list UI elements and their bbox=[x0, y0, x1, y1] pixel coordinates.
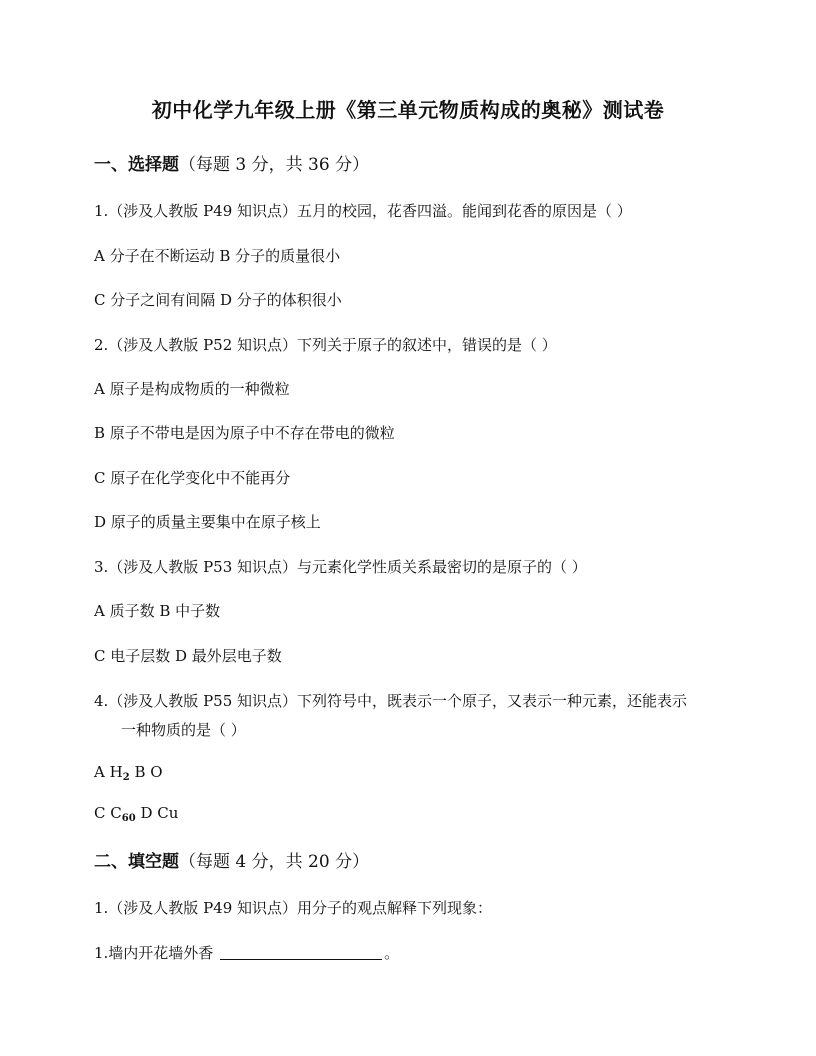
fill-question-1-stem: 1.（涉及人教版 P49 知识点）用分子的观点解释下列现象： bbox=[94, 899, 493, 917]
question-2-option-d: D 原子的质量主要集中在原子核上 bbox=[94, 513, 321, 531]
question-4-options-row-1 bbox=[94, 763, 163, 783]
question-1-options-row-2: C 分子之间有间隔 D 分子的体积很小 bbox=[94, 291, 342, 309]
answer-blank[interactable] bbox=[220, 945, 382, 960]
option-c-subscript: 60 bbox=[121, 813, 136, 824]
section-score-note: （每题 3 分，共 36 分） bbox=[179, 155, 370, 175]
question-4-stem-line-2: 一种物质的是（ ） bbox=[121, 721, 246, 739]
question-1-options-row-1: A 分子在不断运动 B 分子的质量很小 bbox=[94, 247, 341, 265]
section-heading-choice bbox=[94, 150, 369, 175]
fill-question-1-item-1 bbox=[94, 942, 399, 963]
question-3-stem: 3.（涉及人教版 P53 知识点）与元素化学性质关系最密切的是原子的（ ） bbox=[94, 558, 587, 576]
question-2-option-b: B 原子不带电是因为原子中不存在带电的微粒 bbox=[94, 424, 395, 442]
question-4-stem-line-1: 4.（涉及人教版 P55 知识点）下列符号中，既表示一个原子，又表示一种元素，还能表示 bbox=[94, 692, 688, 710]
question-3-options-row-2: C 电子层数 D 最外层电子数 bbox=[94, 647, 282, 665]
option-b-symbol: B O bbox=[134, 763, 163, 781]
section-heading-fill bbox=[94, 847, 369, 872]
question-1-stem: 1.（涉及人教版 P49 知识点）五月的校园，花香四溢。能闻到花香的原因是（ ） bbox=[94, 202, 632, 220]
option-c-symbol: C C bbox=[94, 804, 122, 822]
fill-item-end: 。 bbox=[384, 944, 400, 962]
section-heading-text: 一、选择题 bbox=[94, 155, 179, 175]
question-2-option-a: A 原子是构成物质的一种微粒 bbox=[94, 380, 290, 398]
question-3-options-row-1: A 质子数 B 中子数 bbox=[94, 602, 221, 620]
section-heading-text: 二、填空题 bbox=[94, 852, 179, 872]
option-d-symbol: D Cu bbox=[140, 804, 179, 822]
question-4-options-row-2 bbox=[94, 804, 178, 824]
fill-item-text: 1.墙内开花墙外香 bbox=[94, 944, 214, 962]
option-a-symbol: A H bbox=[94, 763, 123, 781]
question-2-option-c: C 原子在化学变化中不能再分 bbox=[94, 469, 291, 487]
section-score-note: （每题 4 分，共 20 分） bbox=[179, 852, 370, 872]
question-2-stem: 2.（涉及人教版 P52 知识点）下列关于原子的叙述中，错误的是（ ） bbox=[94, 336, 557, 354]
option-a-subscript: 2 bbox=[122, 772, 130, 783]
page-title: 初中化学九年级上册《第三单元物质构成的奥秘》测试卷 bbox=[151, 98, 665, 122]
